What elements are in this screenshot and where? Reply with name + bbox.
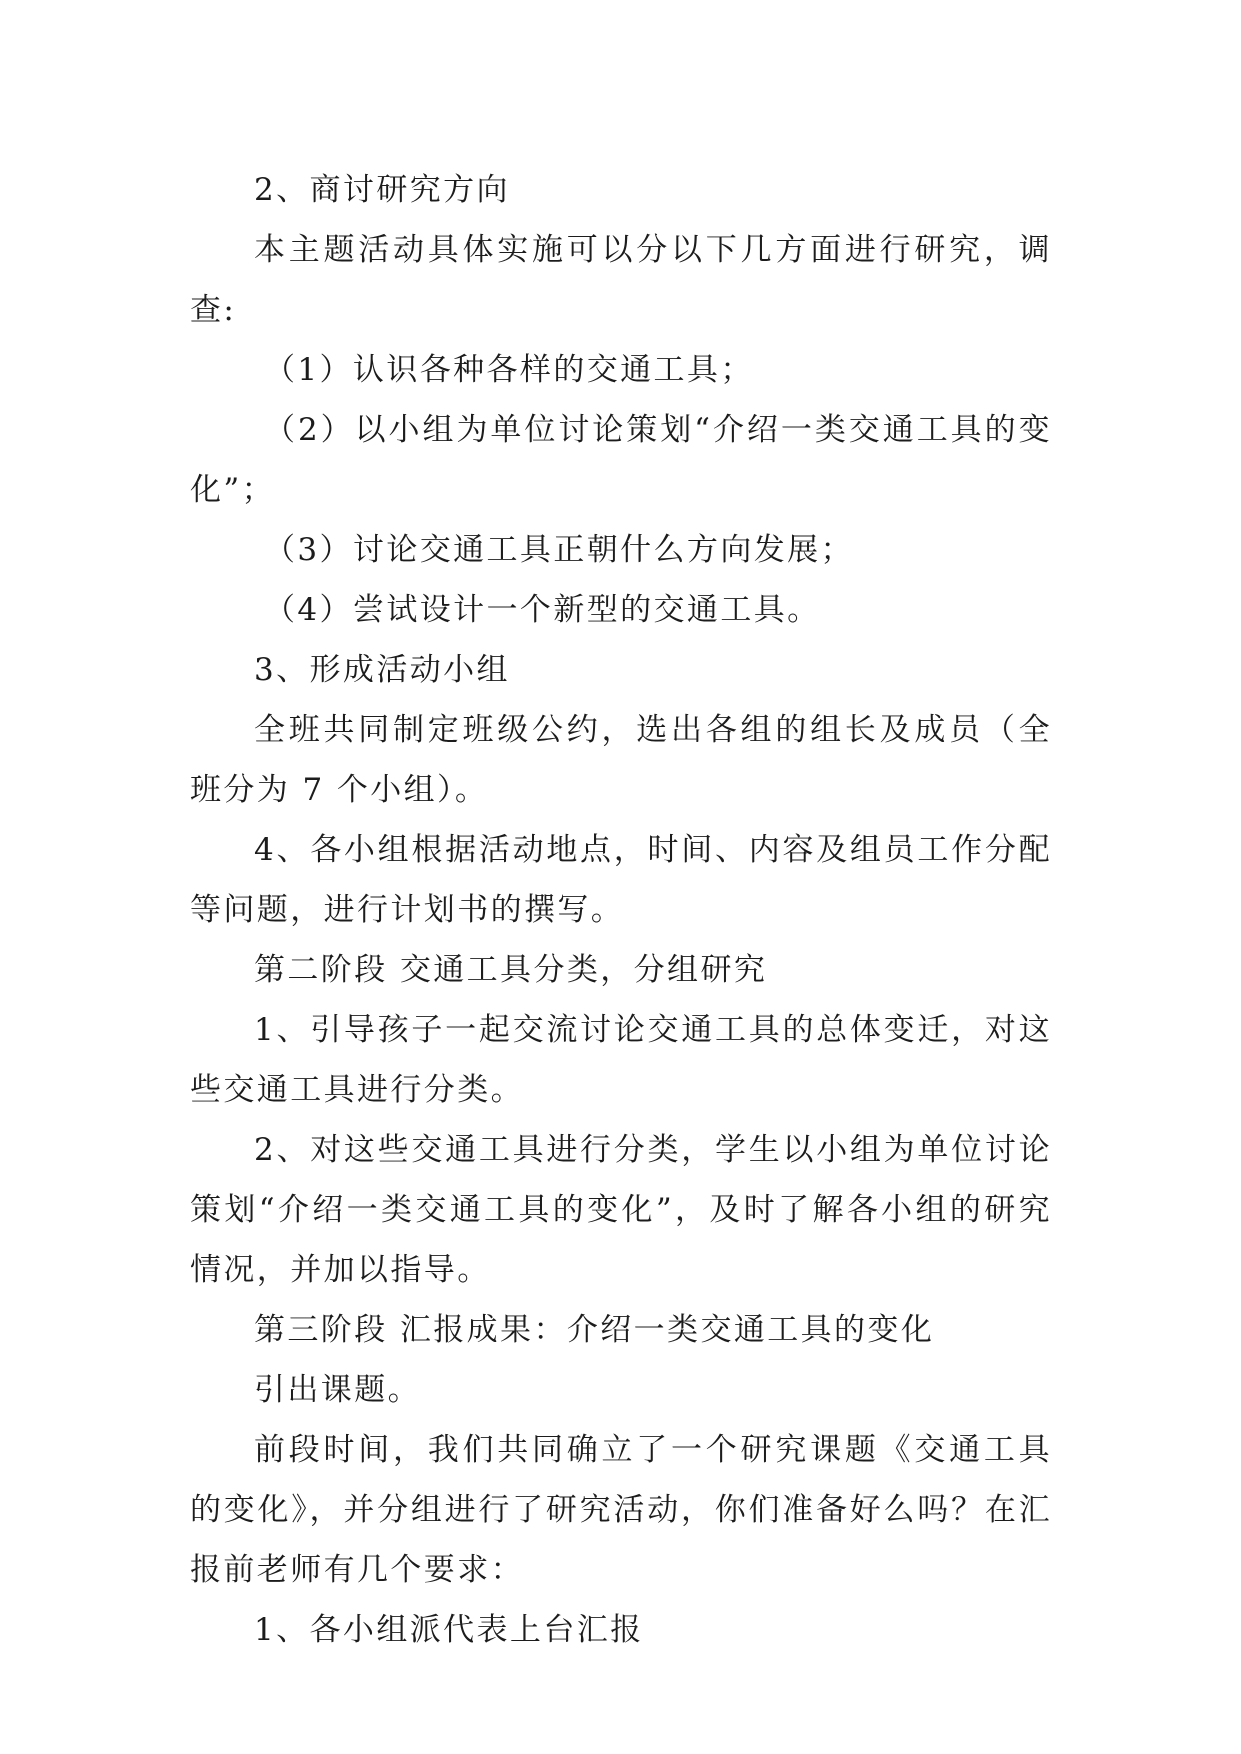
paragraph-group-report: 1、各小组派代表上台汇报 (254, 1612, 644, 1648)
paragraph-classify-tools: 2、对这些交通工具进行分类，学生以小组为单位讨论策划“介绍一类交通工具的变化”，及时了解各小组的研究情况，并加以指导。 (190, 1132, 1052, 1288)
paragraph-plan-writing: 4、各小组根据活动地点，时间、内容及组员工作分配等问题，进行计划书的撰写。 (190, 832, 1052, 928)
paragraph-teacher-requirements: 前段时间，我们共同确立了一个研究课题《交通工具的变化》，并分组进行了研究活动，你们准备好么吗？在汇报前老师有几个要求： (190, 1432, 1052, 1588)
paragraph-heading-stage-three: 第三阶段 汇报成果：介绍一类交通工具的变化 (254, 1312, 935, 1348)
list-item-4: （4）尝试设计一个新型的交通工具。 (264, 592, 821, 628)
paragraph-class-convention: 全班共同制定班级公约，选出各组的组长及成员（全班分为 7 个小组）。 (190, 712, 1052, 808)
paragraph-discuss-changes: 1、引导孩子一起交流讨论交通工具的总体变迁，对这些交通工具进行分类。 (190, 1012, 1052, 1108)
document-body (190, 160, 1052, 1660)
paragraph-research-aspects: 本主题活动具体实施可以分以下几方面进行研究，调查: (190, 232, 1052, 328)
list-item-2: （2）以小组为单位讨论策划“介绍一类交通工具的变化”； (190, 412, 1052, 508)
paragraph-heading-stage-two: 第二阶段 交通工具分类，分组研究 (254, 952, 768, 988)
paragraph-heading-form-groups: 3、形成活动小组 (254, 652, 510, 688)
paragraph-heading-discuss-direction: 2、商讨研究方向 (254, 172, 510, 208)
list-item-1: （1）认识各种各样的交通工具； (264, 352, 754, 388)
paragraph-introduce-topic: 引出课题。 (254, 1372, 421, 1408)
list-item-3: （3）讨论交通工具正朝什么方向发展； (264, 532, 854, 568)
